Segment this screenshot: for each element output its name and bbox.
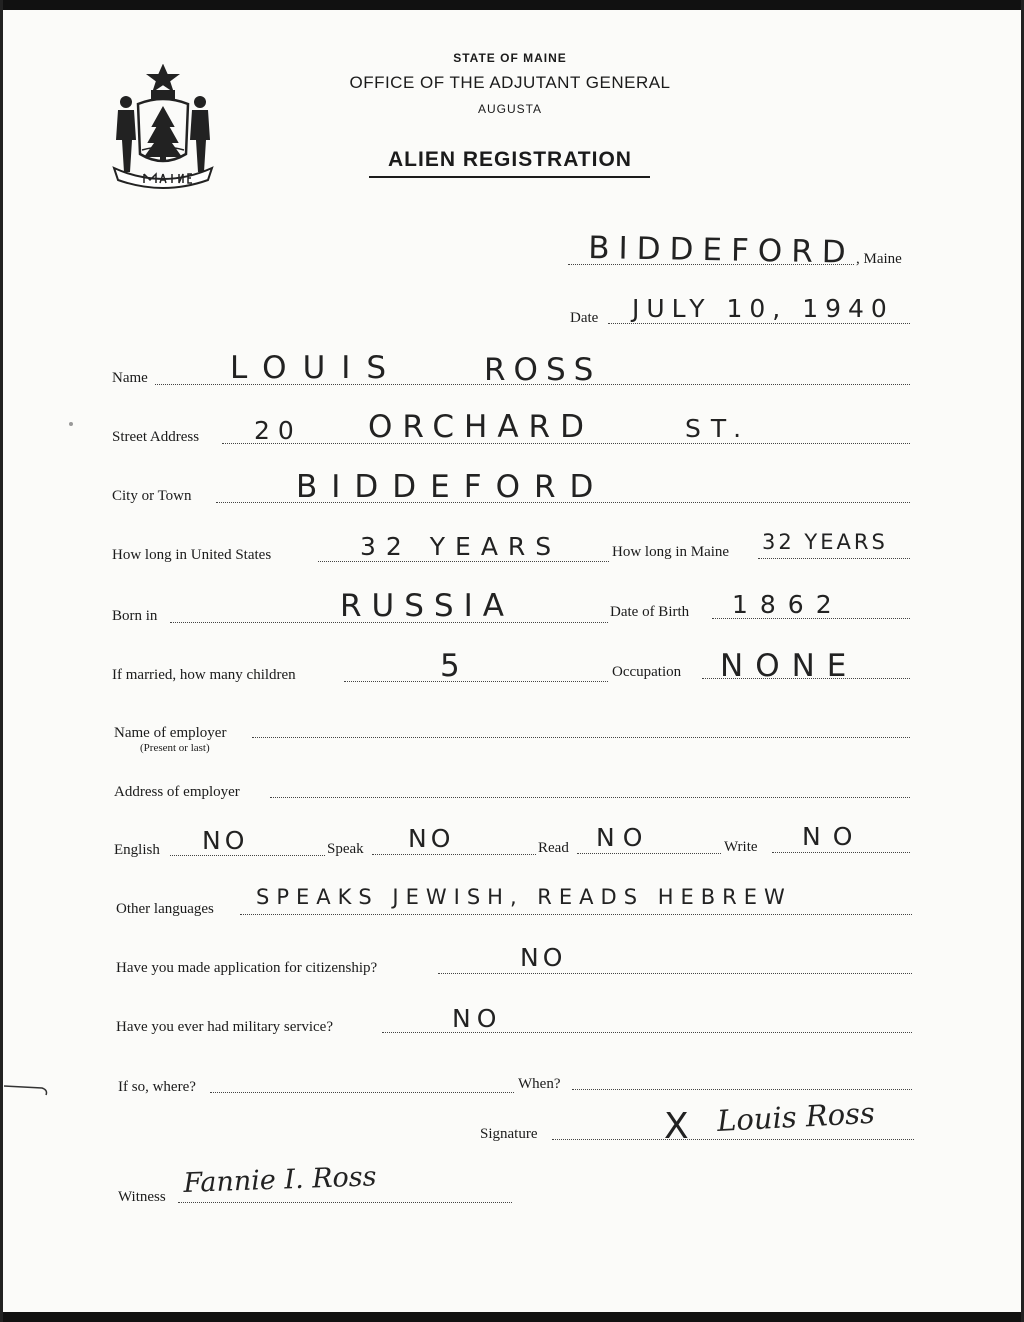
header-city: AUGUSTA (477, 102, 543, 116)
name-label: Name (112, 370, 148, 386)
how-long-maine-label: How long in Maine (612, 544, 730, 560)
citizenship-label: Have you made application for citizenship? (116, 960, 378, 976)
english-label: English (114, 842, 160, 858)
read-value: NO (596, 823, 651, 852)
english-value: NO (202, 826, 249, 855)
how-long-us-line (318, 561, 609, 562)
speak-value: NO (408, 824, 455, 853)
scan-border-bottom (0, 1312, 1024, 1322)
speak-line (372, 854, 536, 855)
header-office: OFFICE OF THE ADJUTANT GENERAL (349, 73, 671, 92)
stray-mark (4, 1082, 52, 1096)
occupation-label: Occupation (612, 664, 682, 680)
date-value: JULY 10, 1940 (632, 294, 894, 323)
street-number: 20 (254, 416, 302, 445)
employer-address-line (270, 797, 910, 798)
location-suffix: , Maine (856, 251, 902, 267)
witness-line (178, 1202, 512, 1203)
employer-address-label: Address of employer (114, 784, 240, 800)
form-title: ALIEN REGISTRATION (388, 148, 632, 171)
read-label: Read (538, 840, 569, 856)
employer-name-label: Name of employer (114, 725, 227, 741)
other-languages-line (240, 914, 912, 915)
other-languages-label: Other languages (116, 901, 214, 917)
other-languages-value: SPEAKS JEWISH, READS HEBREW (256, 885, 792, 909)
read-line (577, 853, 721, 854)
children-value: 5 (440, 648, 469, 684)
how-long-us-value: 32 YEARS (360, 532, 562, 561)
street-address-label: Street Address (112, 429, 200, 445)
citizenship-value: NO (520, 943, 567, 972)
how-long-us-label: How long in United States (112, 547, 272, 563)
signature-value: Louis Ross (716, 1095, 876, 1138)
english-line (170, 855, 325, 856)
date-of-birth-label: Date of Birth (610, 604, 690, 620)
where-label: If so, where? (118, 1079, 196, 1095)
children-line (344, 681, 608, 682)
city-label: City or Town (112, 488, 192, 504)
date-line (608, 323, 910, 324)
name-last: ROSS (484, 352, 602, 388)
write-line (772, 852, 910, 853)
speak-label: Speak (327, 841, 364, 857)
where-line (210, 1092, 514, 1093)
scan-border-left (0, 0, 3, 1322)
location-value: BIDDEFORD (588, 230, 855, 271)
name-first: LOUIS (230, 350, 403, 386)
born-in-label: Born in (112, 608, 158, 624)
date-of-birth-value: 1862 (732, 590, 844, 619)
write-value: NO (802, 822, 865, 851)
title-underline (369, 176, 650, 178)
paper-speck (69, 422, 73, 426)
witness-label: Witness (118, 1189, 166, 1205)
children-label: If married, how many children (112, 667, 296, 683)
witness-value: Fannie I. Ross (182, 1161, 377, 1199)
street-type: ST. (685, 414, 752, 443)
write-label: Write (724, 839, 758, 855)
when-line (572, 1089, 912, 1090)
signature-mark: X (664, 1106, 689, 1147)
when-label: When? (518, 1076, 561, 1092)
how-long-maine-value: 32 YEARS (762, 530, 888, 554)
occupation-value: NONE (720, 648, 859, 684)
citizenship-line (438, 973, 912, 974)
military-service-value: NO (452, 1004, 503, 1033)
military-service-label: Have you ever had military service? (116, 1019, 333, 1035)
employer-name-sublabel: (Present or last) (140, 742, 210, 754)
header-state: STATE OF MAINE (453, 51, 567, 65)
signature-label: Signature (480, 1126, 538, 1142)
state-of-maine-seal-icon (108, 64, 218, 190)
street-name: ORCHARD (368, 409, 594, 445)
date-label: Date (570, 310, 599, 326)
signature-line (552, 1139, 914, 1140)
how-long-maine-line (758, 558, 910, 559)
city-value: BIDDEFORD (296, 469, 608, 505)
scan-border-top (0, 0, 1024, 10)
born-in-value: RUSSIA (340, 588, 514, 624)
employer-name-line (252, 737, 910, 738)
